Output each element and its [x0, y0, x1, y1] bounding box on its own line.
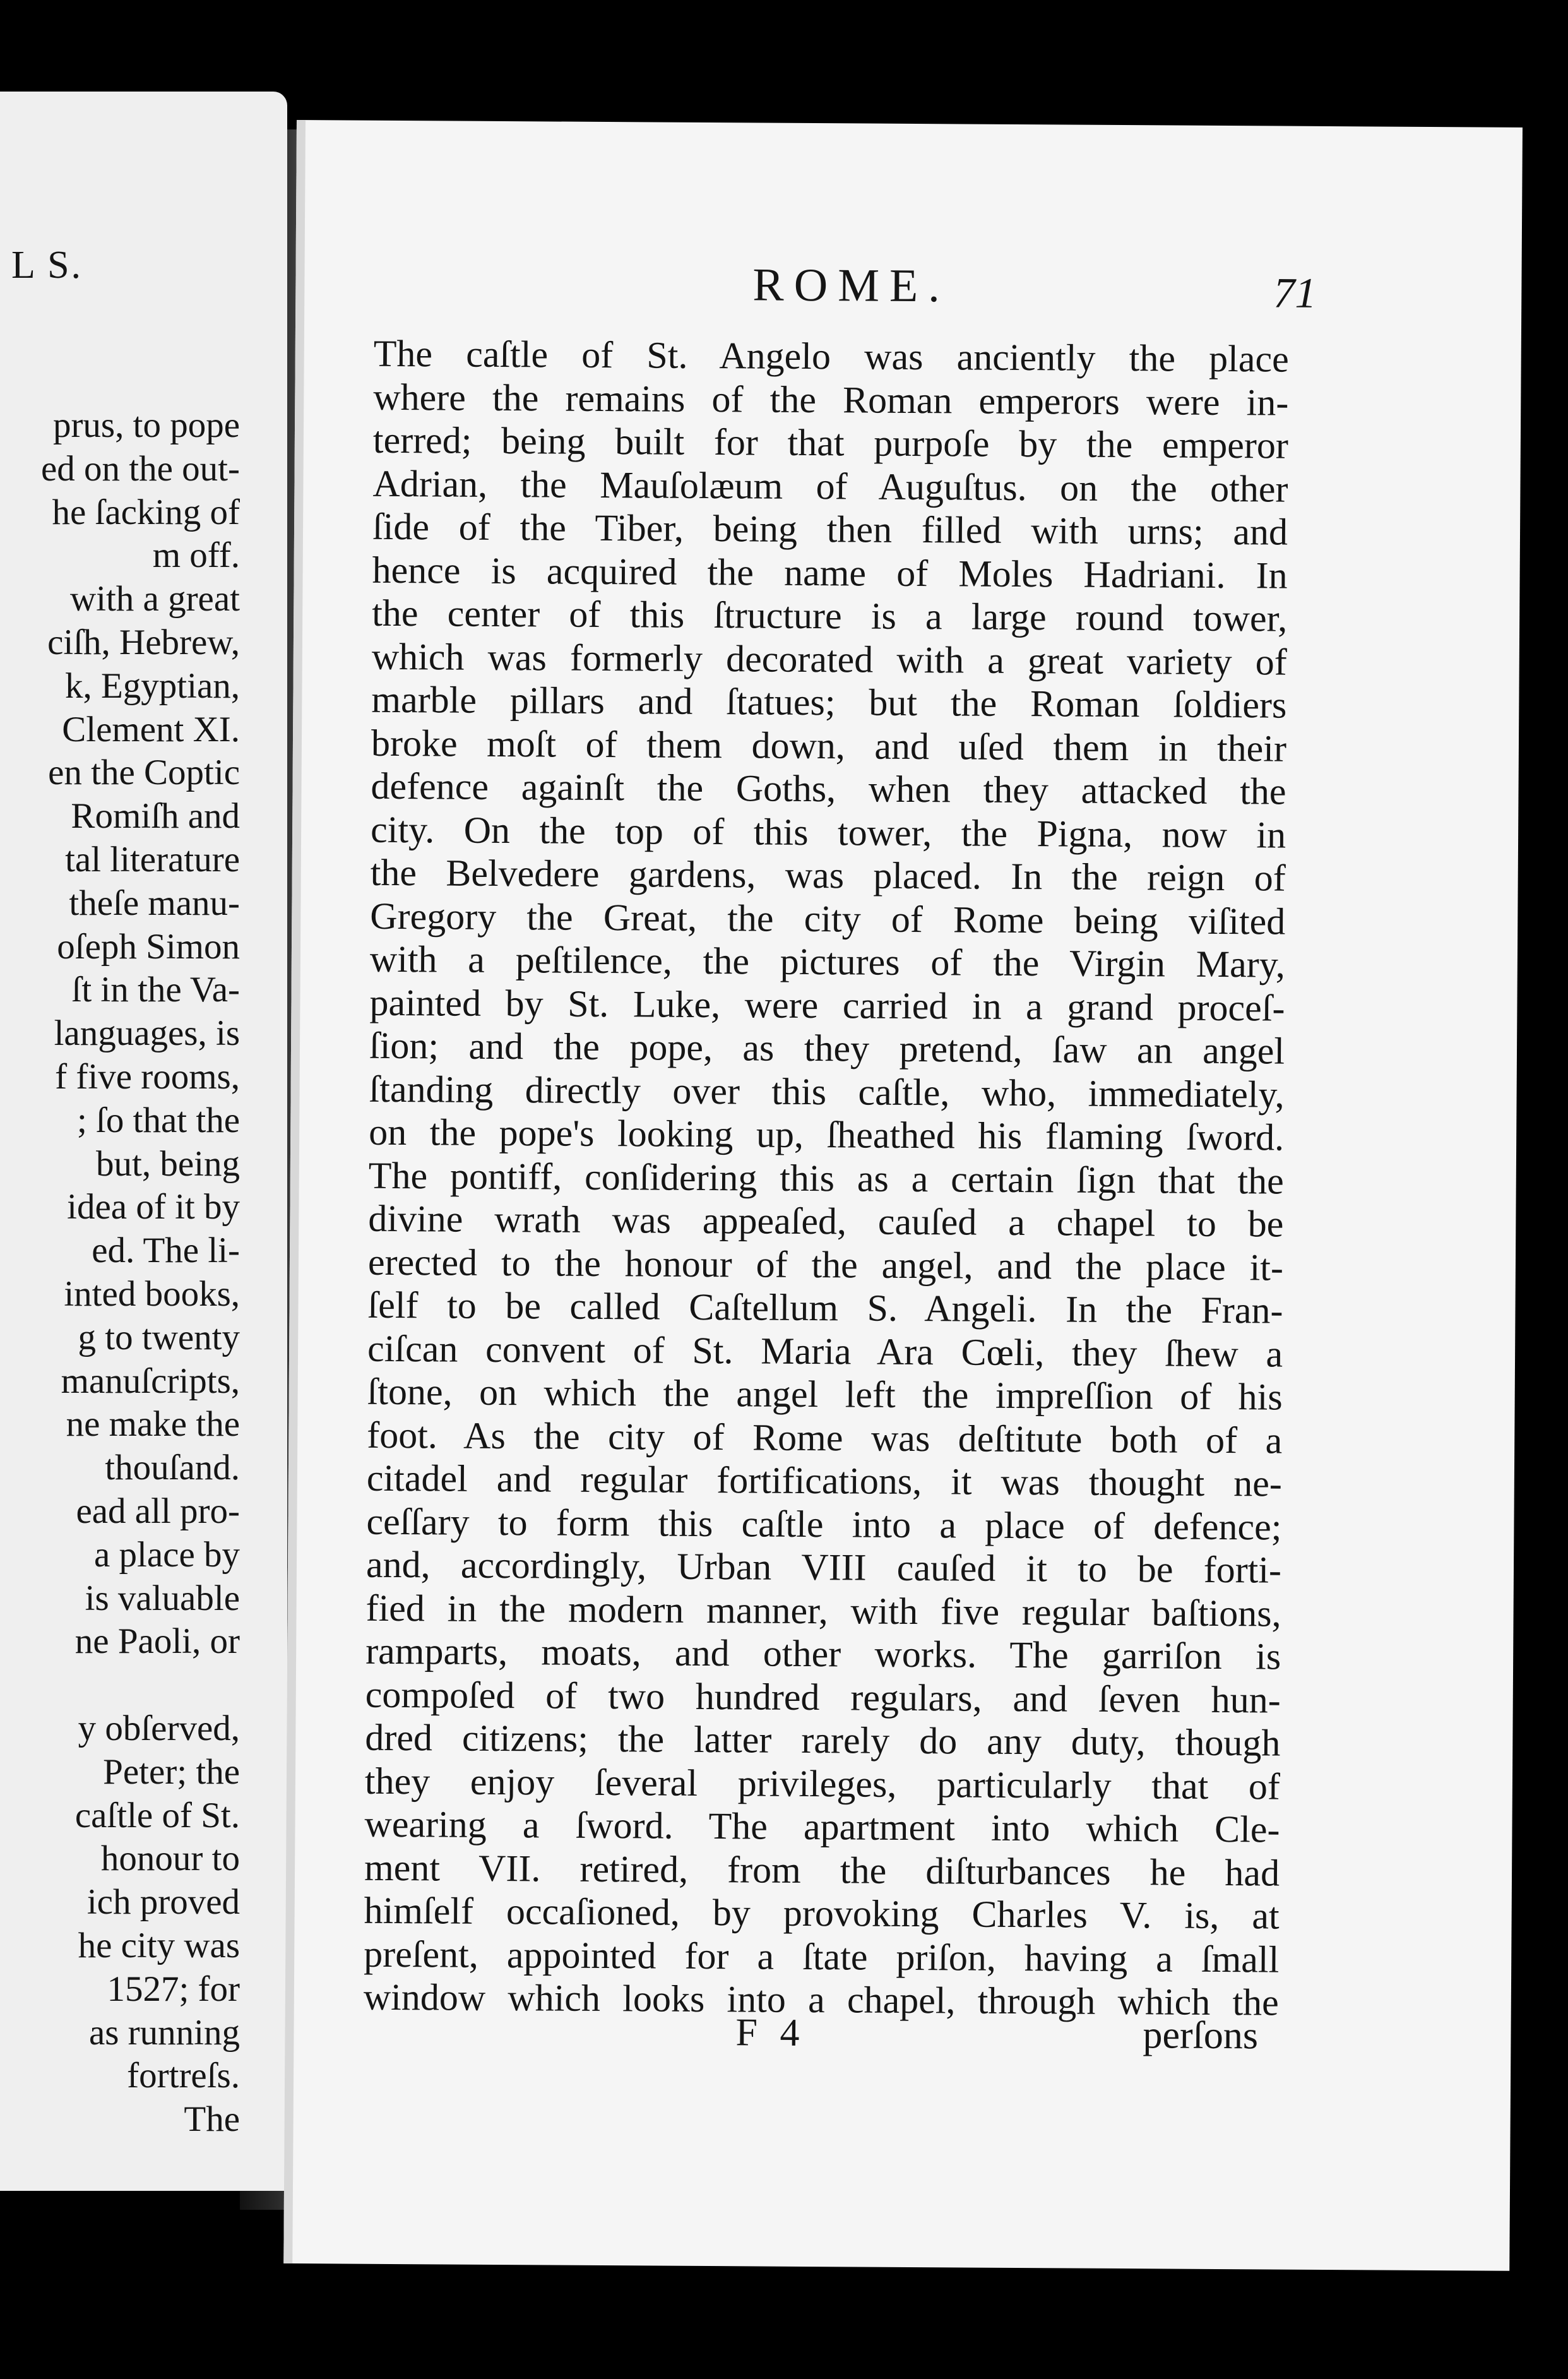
body-text-line: and, accordingly, Urban VIII cauſed it to be forti-: [365, 1543, 1282, 1591]
body-text-line: himſelf occaſioned, by provoking Charles V. is, at: [364, 1889, 1280, 1937]
body-text-line: ſelf to be called Caſtellum S. Angeli. In the Fran-: [367, 1284, 1283, 1332]
body-text-line: broke moſt of them down, and uſed them in their: [371, 722, 1287, 770]
running-title: ROME.: [752, 259, 950, 313]
page-number: 71: [1273, 268, 1317, 317]
left-page: [0, 92, 287, 2191]
left-text-line: idea of it by: [67, 1187, 240, 1227]
left-text-line: The: [184, 2099, 240, 2140]
left-text-line: ; ſo that the: [76, 1100, 240, 1140]
left-text-line: tal literature: [65, 840, 240, 879]
left-text-line: as running: [88, 2012, 240, 2053]
signature-mark: F 4: [735, 2011, 806, 2054]
body-text-line: the center of this ſtructure is a large round tower,: [372, 592, 1288, 640]
left-text-line: ed. The li-: [92, 1231, 240, 1271]
left-text-line: fortreſs.: [127, 2056, 240, 2096]
left-text-line: m off.: [152, 535, 240, 576]
left-text-line: Clement XI.: [62, 709, 240, 749]
left-text-line: ciſh, Hebrew,: [47, 623, 240, 662]
body-text-line: ment VII. retired, from the diſturbances he had: [364, 1846, 1280, 1894]
left-text-line: k, Egyptian,: [64, 665, 240, 706]
left-text-line: thouſand.: [105, 1448, 240, 1488]
right-page: [283, 120, 1523, 2271]
body-text-line: compoſed of two hundred regulars, and ſeven hun-: [365, 1673, 1281, 1721]
left-text-line: ed on the out-: [40, 448, 240, 489]
body-text-line: with a peſtilence, the pictures of the Virgin Mary,: [369, 938, 1286, 986]
body-text-line: ſide of the Tiber, being then filled with urns; and: [372, 505, 1288, 553]
left-text-line: prus, to pope: [52, 405, 240, 445]
body-text-line: Adrian, the Mauſolæum of Auguſtus. on the other: [372, 462, 1288, 510]
body-text-line: citadel and regular fortifications, it was thought ne-: [366, 1457, 1283, 1505]
left-text-line: but, being: [96, 1143, 240, 1184]
body-text-line: ſion; and the pope, as they pretend, ſaw an angel: [369, 1024, 1285, 1072]
left-page-header: L S.: [11, 244, 83, 287]
body-text-line: wearing a ſword. The apartment into which Cle-: [364, 1803, 1280, 1851]
left-text-line: ne Paoli, or: [74, 1621, 240, 1662]
body-text-line: painted by St. Luke, were carried in a grand proceſ-: [369, 981, 1285, 1029]
body-text-line: terred; being built for that purpoſe by the emperor: [372, 419, 1289, 467]
body-text-line: divine wrath was appeaſed, cauſed a chapel to be: [368, 1197, 1284, 1245]
left-text-line: en the Coptic: [48, 753, 240, 793]
body-text-line: Gregory the Great, the city of Rome being viſited: [370, 895, 1286, 943]
left-text-line: is valuable: [85, 1578, 240, 1618]
body-text-line: preſent, appointed for a ſtate priſon, having a ſmall: [364, 1933, 1280, 1981]
body-text-line: hence is acquired the name of Moles Hadriani. In: [372, 549, 1288, 597]
body-text-line: where the remains of the Roman emperors were in-: [373, 376, 1289, 424]
body-text-line: the Belvedere gardens, was placed. In the reign of: [370, 851, 1286, 899]
body-text-line: ſtanding directly over this caſtle, who, immediately,: [369, 1068, 1285, 1116]
body-text-line: defence againſt the Goths, when they attacked the: [371, 765, 1286, 813]
left-text-line: ſt in the Va-: [71, 970, 240, 1010]
left-text-line: ead all pro-: [76, 1491, 240, 1531]
body-text-line: on the pope's looking up, ſheathed his flaming ſword.: [369, 1111, 1285, 1159]
left-text-line: inted books,: [64, 1274, 240, 1314]
body-text-line: foot. As the city of Rome was deſtitute both of a: [367, 1414, 1283, 1462]
left-text-line: languages, is: [54, 1013, 240, 1054]
left-text-line: oſeph Simon: [57, 926, 240, 967]
left-text-line: g to twenty: [78, 1317, 240, 1357]
left-text-line: Peter; the: [103, 1751, 240, 1792]
body-text-line: marble pillars and ſtatues; but the Roman ſoldiers: [371, 678, 1287, 726]
left-text-line: f five rooms,: [55, 1057, 240, 1097]
left-text-line: y obſerved,: [78, 1708, 240, 1748]
left-text-line: he ſacking of: [52, 492, 240, 532]
left-text-line: caſtle of St.: [74, 1795, 240, 1835]
left-text-line: a place by: [93, 1534, 240, 1575]
left-text-line: 1527; for: [107, 1969, 240, 2009]
catchword: perſons: [1143, 2013, 1259, 2058]
body-text-line: The pontiff, conſidering this as a certain ſign that the: [368, 1154, 1284, 1202]
left-text-line: he city was: [78, 1926, 240, 1965]
body-text-line: ciſcan convent of St. Maria Ara Cœli, they ſhew a: [367, 1327, 1283, 1375]
body-text-line: city. On the top of this tower, the Pigna, now in: [370, 808, 1286, 856]
left-text-line: ne make the: [66, 1404, 240, 1445]
body-text-line: dred citizens; the latter rarely do any duty, though: [365, 1716, 1281, 1764]
body-text-line: window which looks into a chapel, through which the: [363, 1976, 1280, 2024]
left-text-line: with a great: [69, 579, 240, 619]
body-text-line: The caſtle of St. Angelo was anciently the place: [373, 332, 1289, 380]
body-text-line: which was formerly decorated with a great variety of: [371, 635, 1287, 683]
left-text-line: manuſcripts,: [61, 1361, 240, 1401]
body-text-line: ſtone, on which the angel left the impreſſion of his: [367, 1370, 1283, 1418]
left-text-line: honour to: [100, 1839, 240, 1879]
body-text-line: ceſſary to form this caſtle into a place of defence;: [366, 1500, 1282, 1548]
left-text-line: theſe manu-: [69, 883, 240, 923]
left-text-line: Romiſh and: [71, 796, 240, 837]
left-text-line: [0, 1664, 287, 1707]
body-text-line: erected to the honour of the angel, and the place it-: [367, 1241, 1284, 1289]
body-text-line: they enjoy ſeveral privileges, particularly that of: [364, 1760, 1281, 1808]
body-text-line: ramparts, moats, and other works. The garriſon is: [365, 1630, 1281, 1678]
left-text-line: ich proved: [86, 1882, 240, 1923]
body-text-line: fied in the modern manner, with five regular baſtions,: [365, 1587, 1281, 1635]
